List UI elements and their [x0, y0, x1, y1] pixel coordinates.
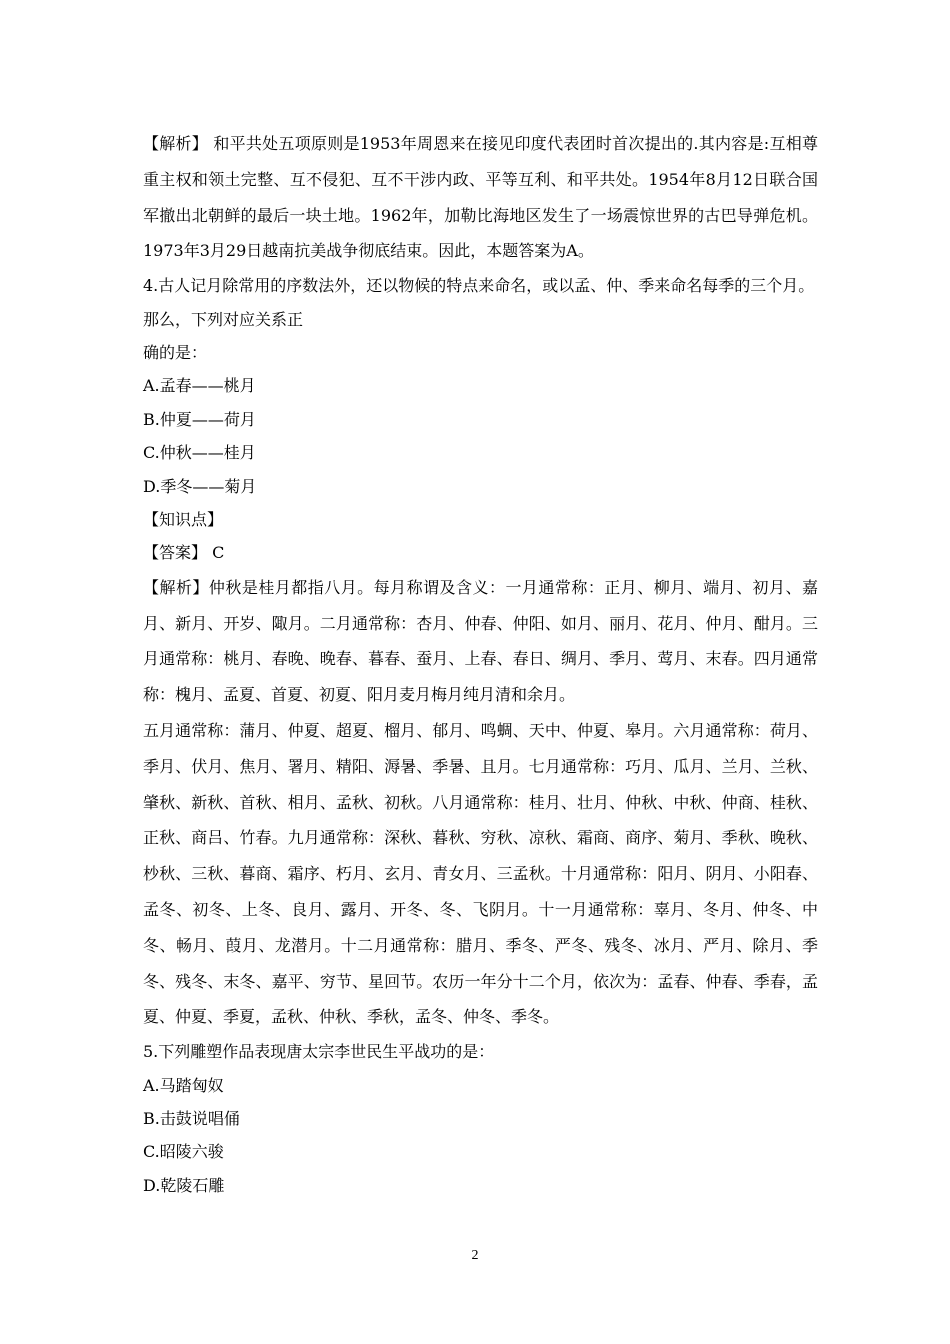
q3-analysis: 【解析】 和平共处五项原则是1953年周恩来在接见印度代表团时首次提出的.其内容是:互相尊重主权和领土完整、互不侵犯、互不干涉内政、平等互利、和平共处。1954年8月12日联合国军撤出北朝鲜的最后一块土地。1962年，加勒比海地区发生了一场震惊世界的古巴导弹危机。1973年3月29日越南抗美战争彻底结束。因此，本题答案为A。 [143, 134, 818, 261]
page-content [143, 126, 818, 1202]
q4-knowledge-point: 【知识点】 [143, 510, 224, 530]
q5-option-d: D.乾陵石雕 [143, 1175, 225, 1195]
q4-option-c: C.仲秋——桂月 [143, 443, 256, 463]
q4-option-b: B.仲夏——荷月 [143, 409, 256, 429]
q4-answer: 【答案】 C [143, 543, 225, 563]
q5-option-a: A.马踏匈奴 [143, 1075, 224, 1095]
q5-option-c: C.昭陵六骏 [143, 1142, 224, 1162]
q5-stem: 5.下列雕塑作品表现唐太宗李世民生平战功的是： [143, 1042, 495, 1062]
q4-stem-line-1: 4.古人记月除常用的序数法外，还以物候的特点来命名，或以孟、仲、季来命名每季的三个月。 [143, 276, 815, 296]
page-number: 2 [471, 1248, 479, 1263]
q4-option-a: A.孟春——桃月 [143, 376, 256, 396]
q4-stem-line-2: 那么，下列对应关系正 [143, 309, 304, 329]
q4-analysis-part-2: 五月通常称：蒲月、仲夏、超夏、榴月、郁月、鸣蜩、天中、仲夏、皋月。六月通常称：荷月、季月、伏月、焦月、署月、精阳、溽暑、季暑、且月。七月通常称：巧月、瓜月、兰月、兰秋、肇秋、新秋、首秋、相月、孟秋、初秋。八月通常称：桂月、壮月、仲秋、中秋、仲商、桂秋、正秋、商吕、竹春。九月通常称：深秋、暮秋、穷秋、凉秋、霜商、商序、菊月、季秋、晚秋、杪秋、三秋、暮商、霜序、朽月、玄月、青女月、三孟秋。十月通常称：阳月、阴月、小阳春、孟冬、初冬、上冬、良月、露月、开冬、冬、飞阴月。十一月通常称：辜月、冬月、仲冬、中冬、畅月、葭月、龙潜月。十二月通常称：腊月、季冬、严冬、残冬、冰月、严月、除月、季冬、残冬、末冬、嘉平、穷节、星回节。农历一年分十二个月，依次为：孟春、仲春、季春，孟夏、仲夏、季夏，孟秋、仲秋、季秋，孟冬、仲冬、季冬。 [143, 721, 818, 1027]
q4-analysis-part-1: 【解析】仲秋是桂月都指八月。每月称谓及含义：一月通常称：正月、柳月、端月、初月、嘉月、新月、开岁、陬月。二月通常称：杏月、仲春、仲阳、如月、丽月、花月、仲月、酣月。三月通常称：桃月、春晚、晚春、暮春、蚕月、上春、春日、绸月、季月、莺月、末春。四月通常称：槐月、孟夏、首夏、初夏、阳月麦月梅月纯月清和余月。 [143, 577, 818, 705]
q5-option-b: B.击鼓说唱俑 [143, 1109, 240, 1129]
q4-option-d: D.季冬——菊月 [143, 476, 257, 496]
q4-stem-line-3: 确的是： [143, 343, 208, 362]
